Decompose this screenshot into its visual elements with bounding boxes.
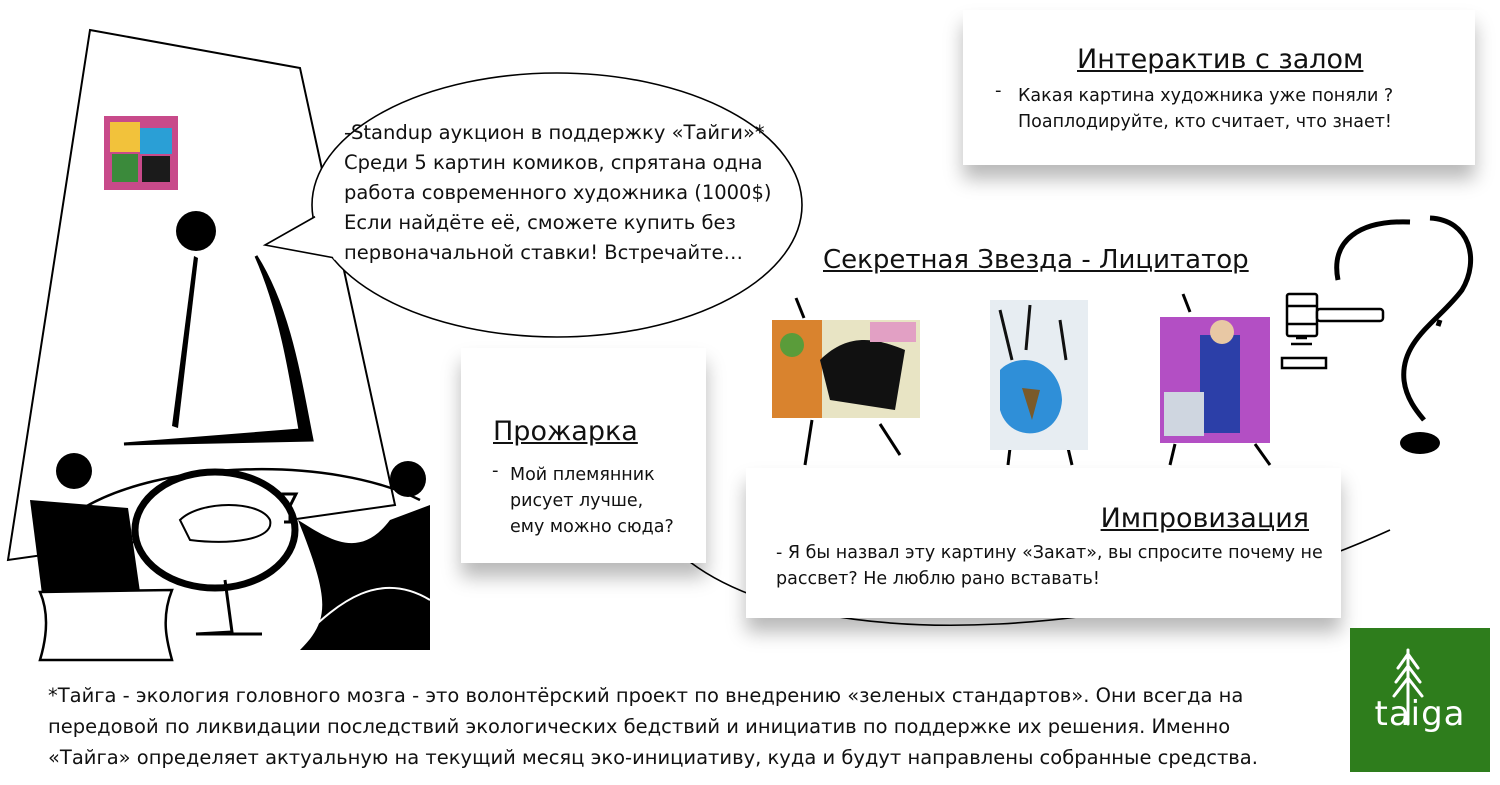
guest-left-body — [30, 500, 140, 594]
interactive-card-text — [1018, 83, 1393, 135]
improv-card — [746, 468, 1341, 618]
interactive-card-bullet: - — [995, 80, 1002, 101]
footnote-line: *Тайга - экология головного мозга - это волонтёрский проект по внедрению «зеленых стандартов». Они всегда на — [48, 684, 1244, 707]
bubble-line: Среди 5 картин комиков, спрятана одна — [344, 151, 763, 174]
comedian-head — [176, 211, 216, 251]
banner-artwork — [104, 116, 178, 190]
speech-bubble — [344, 118, 771, 268]
roast-card-bullet: - — [492, 460, 499, 481]
painting-horse — [772, 320, 920, 418]
card-line: Мой племянник — [510, 465, 655, 485]
footnote-line: «Тайга» определяет актуальную на текущий месяц эко-инициативу, куда и будут направлены собранные средства. — [48, 746, 1258, 769]
logo-text: taiga — [1374, 694, 1466, 734]
guest-right-body — [298, 505, 430, 650]
bubble-line: Если найдёте её, сможете купить без — [344, 211, 736, 234]
improv-card-text — [776, 540, 1323, 592]
roast-card — [461, 348, 706, 563]
chair-left — [40, 590, 172, 660]
roast-card-text — [510, 462, 674, 540]
footnote-line: передовой по ликвидации последствий экологических бедствий и инициатив по поддержке их решения. Именно — [48, 715, 1231, 738]
question-mark-dot — [1400, 432, 1440, 454]
roast-card-title: Прожарка — [493, 416, 638, 447]
card-line: ему можно сюда? — [510, 517, 674, 537]
gavel-icon — [1282, 294, 1383, 368]
bubble-line: работа современного художника (1000$) — [344, 181, 772, 204]
card-line: рисует лучше, — [510, 491, 644, 511]
interactive-card — [963, 10, 1475, 165]
bubble-line: первоначальной ставки! Встречайте… — [344, 241, 744, 264]
table-dish — [180, 505, 270, 542]
improv-card-title: Импровизация — [1100, 503, 1309, 534]
guest-left-head — [56, 453, 92, 489]
painting-man — [1160, 317, 1270, 443]
card-line: рассвет? Не люблю рано вставать! — [776, 569, 1100, 589]
painting-abstract — [990, 300, 1088, 450]
taiga-logo — [1350, 628, 1490, 772]
card-line: Поаплодируйте, кто считает, что знает! — [1018, 112, 1392, 132]
footnote — [48, 680, 1258, 773]
card-line: - Я бы назвал эту картину «Закат», вы спросите почему не — [776, 543, 1323, 563]
bubble-line: -Standup аукцион в поддержку «Тайги»* — [344, 121, 765, 144]
secret-star-title: Секретная Звезда - Лицитатор — [823, 245, 1249, 275]
guest-right-head — [390, 461, 426, 497]
interactive-card-title: Интерактив с залом — [1077, 44, 1364, 75]
card-line: Какая картина художника уже поняли ? — [1018, 86, 1394, 106]
